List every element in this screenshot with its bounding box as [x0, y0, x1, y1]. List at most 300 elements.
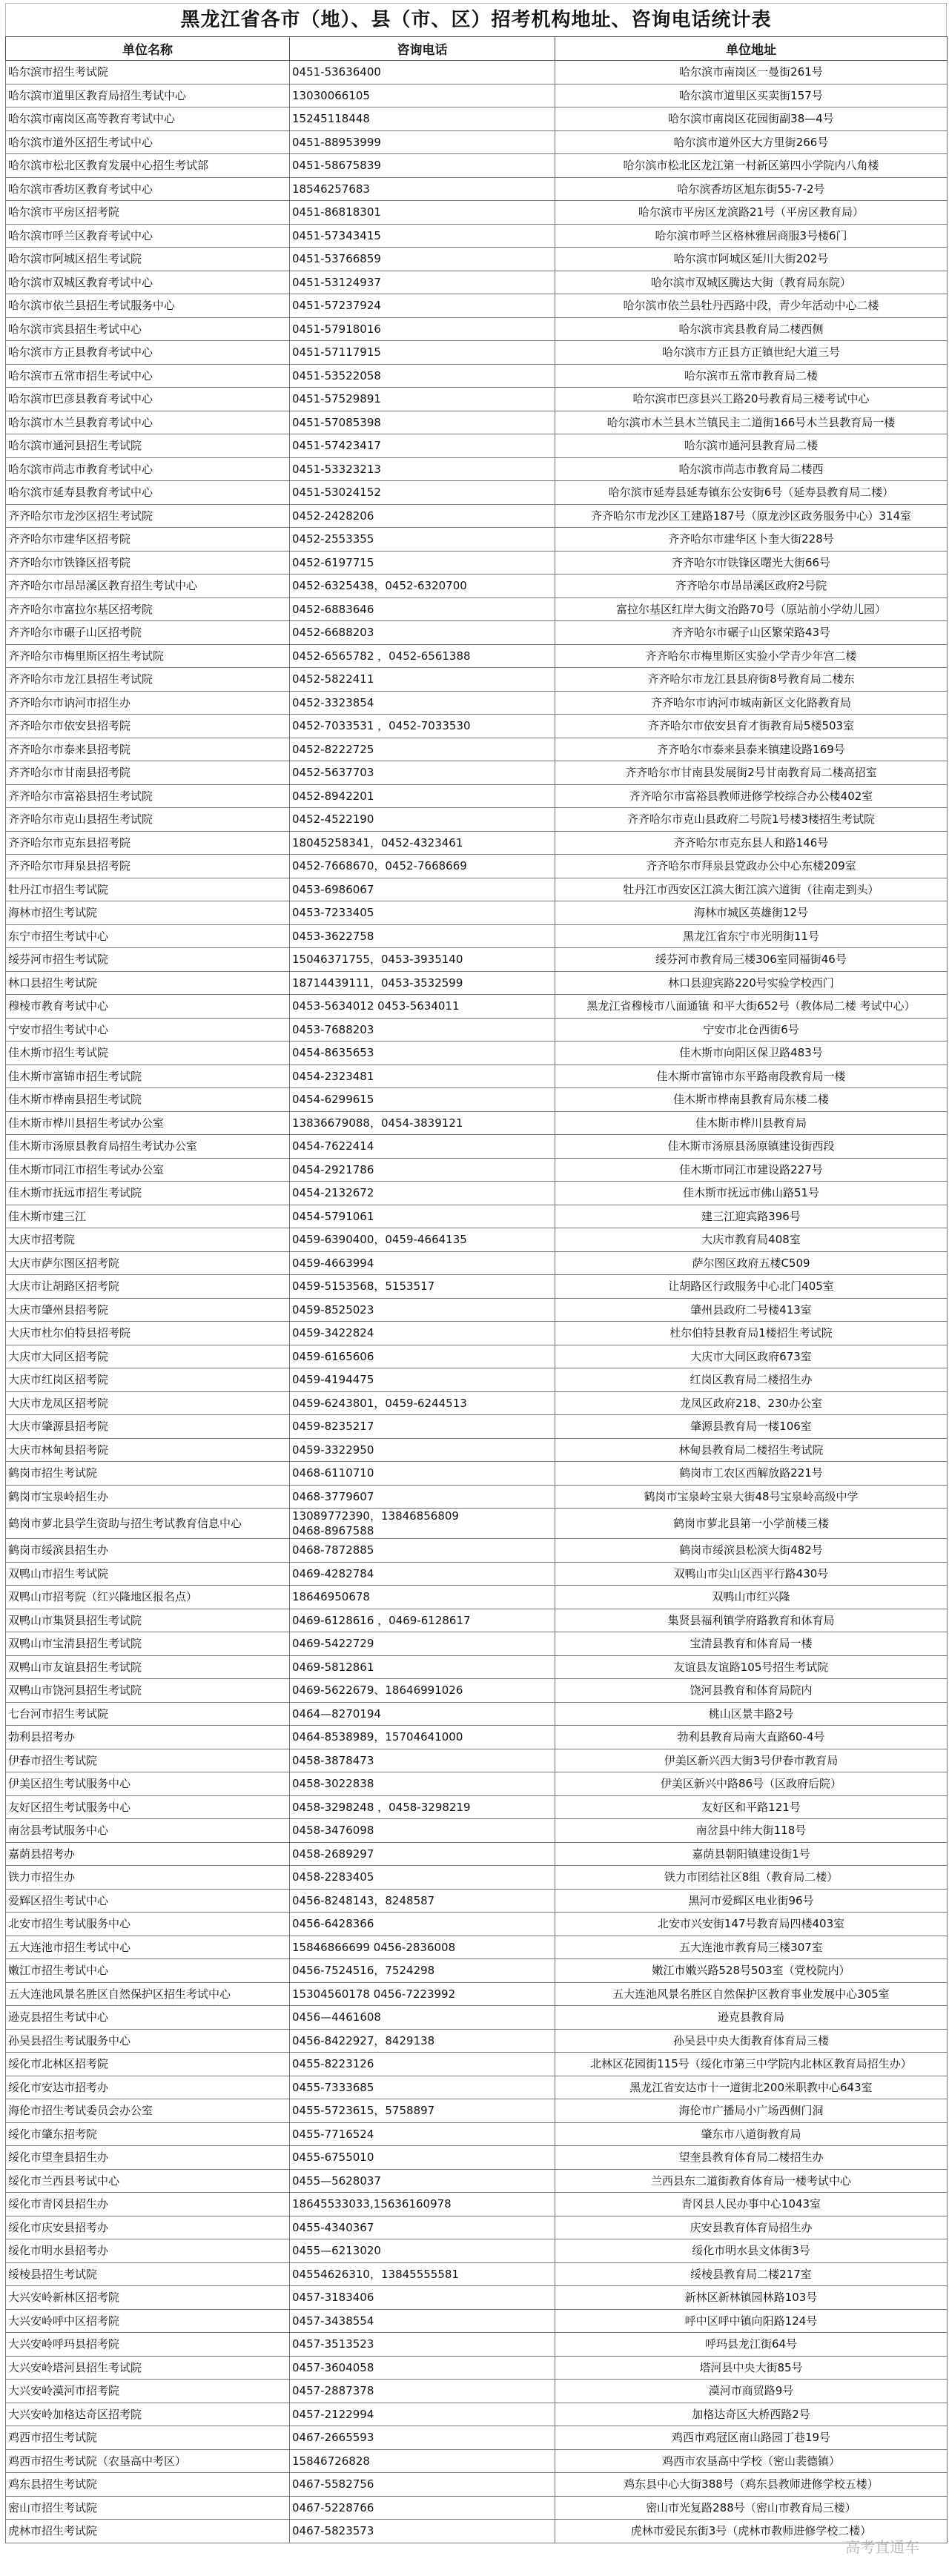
- unit-name-cell: 鸡东县招生考试院: [6, 2473, 290, 2497]
- table-header-row: [6, 37, 948, 61]
- unit-name-cell: 爱辉区招生考试中心: [6, 1889, 290, 1913]
- phone-cell: 15245118448: [290, 107, 555, 131]
- address-cell: 鹤岗市工农区西解放路221号: [555, 1462, 948, 1486]
- address-cell: 佳木斯市桦川县教育局: [555, 1111, 948, 1135]
- address-cell: 龙凤区政府218、230办公室: [555, 1391, 948, 1415]
- address-cell: 宁安市北仓西街6号: [555, 1018, 948, 1042]
- unit-name-cell: 佳木斯市桦南县招生考试院: [6, 1088, 290, 1112]
- table-row: [6, 1391, 948, 1415]
- table-row: [6, 130, 948, 154]
- unit-name-cell: 绥化市北林区招考院: [6, 2053, 290, 2076]
- unit-name-cell: 铁力市招生办: [6, 1866, 290, 1890]
- table-row: [6, 1586, 948, 1609]
- table-row: [6, 878, 948, 901]
- unit-name-cell: 林口县招生考试院: [6, 971, 290, 995]
- phone-cell: 0456-8422927，8429138: [290, 2029, 555, 2053]
- phone-cell: 0459-4663994: [290, 1251, 555, 1275]
- unit-name-cell: 齐齐哈尔市克东县招考院: [6, 831, 290, 855]
- table-row: [6, 784, 948, 808]
- phone-cell: 0451-53124937: [290, 271, 555, 294]
- unit-name-cell: 勃利县招考办: [6, 1726, 290, 1749]
- table-row: [6, 2146, 948, 2170]
- phone-cell: 18546257683: [290, 177, 555, 201]
- address-cell: 佳木斯市汤原县汤原镇建设街西段: [555, 1135, 948, 1159]
- address-cell: 肇东市八道街教育局: [555, 2122, 948, 2146]
- address-cell: 哈尔滨市道外区大方里街266号: [555, 130, 948, 154]
- address-cell: 建三江迎宾路396号: [555, 1205, 948, 1228]
- unit-name-cell: 佳木斯市建三江: [6, 1205, 290, 1228]
- phone-cell: 0453-3622758: [290, 924, 555, 948]
- address-cell: 大庆市教育局408室: [555, 1228, 948, 1252]
- address-cell: 齐齐哈尔市拜泉县党政办公中心东楼209室: [555, 855, 948, 878]
- unit-name-cell: 绥化市望奎县招生办: [6, 2146, 290, 2170]
- address-cell: 齐齐哈尔市龙江县县府街8号教育局二楼东: [555, 668, 948, 692]
- table-row: [6, 2473, 948, 2497]
- address-cell: 集贤县福利镇学府路教育和体育局: [555, 1609, 948, 1632]
- address-cell: 黑河市爱辉区电业街96号: [555, 1889, 948, 1913]
- unit-name-cell: 双鸭山市友谊县招生考试院: [6, 1655, 290, 1679]
- address-cell: 逊克县教育局: [555, 2006, 948, 2030]
- phone-cell: 0456-7524516，7524298: [290, 1959, 555, 1983]
- address-cell: 青冈县人民办事中心1043室: [555, 2193, 948, 2216]
- unit-name-cell: 双鸭山市招考院（红兴隆地区报名点）: [6, 1586, 290, 1609]
- unit-name-cell: 哈尔滨市道里区教育局招生考试中心: [6, 84, 290, 107]
- unit-name-cell: 哈尔滨市南岗区高等教育考试中心: [6, 107, 290, 131]
- unit-name-cell: 海林市招生考试院: [6, 901, 290, 925]
- phone-cell: 0454-2921786: [290, 1158, 555, 1182]
- unit-name-cell: 哈尔滨市平房区招考院: [6, 201, 290, 225]
- phone-cell: 0458-2689297: [290, 1842, 555, 1866]
- table-row: [6, 1913, 948, 1936]
- phone-cell: 0453-5634012 0453-5634011: [290, 995, 555, 1019]
- unit-name-cell: 大兴安岭加格达奇区招考院: [6, 2403, 290, 2426]
- table-row: [6, 924, 948, 948]
- table-row: [6, 995, 948, 1019]
- table-body: [6, 61, 948, 2543]
- table-row: [6, 341, 948, 365]
- unit-name-cell: 哈尔滨市巴彦县教育考试中心: [6, 388, 290, 411]
- address-cell: 黑龙江省穆棱市八面通镇 和平大街652号（教体局二楼 考试中心）: [555, 995, 948, 1019]
- phone-cell: 0452-8942201: [290, 784, 555, 808]
- address-cell: 嫩江市嫩兴路528号503室（党校院内）: [555, 1959, 948, 1983]
- address-cell: 友好区和平路121号: [555, 1795, 948, 1819]
- phone-cell: 0451-57343415: [290, 224, 555, 248]
- phone-cell: 18645533033,15636160978: [290, 2193, 555, 2216]
- phone-cell: 0467-5228766: [290, 2496, 555, 2520]
- unit-name-cell: 哈尔滨市道外区招生考试中心: [6, 130, 290, 154]
- unit-name-cell: 大庆市招考院: [6, 1228, 290, 1252]
- address-cell: 哈尔滨市宾县教育局二楼西侧: [555, 317, 948, 341]
- unit-name-cell: 大庆市红岗区招考院: [6, 1368, 290, 1392]
- phone-cell: 15304560178 0456-7223992: [290, 1982, 555, 2006]
- address-cell: 哈尔滨市巴彦县兴工路20号教育局三楼考试中心: [555, 388, 948, 411]
- phone-cell: 15846866699 0456-2836008: [290, 1936, 555, 1959]
- table-row: [6, 1485, 948, 1509]
- address-cell: 海伦市广播局小广场西侧门洞: [555, 2099, 948, 2123]
- unit-name-cell: 齐齐哈尔市富拉尔基区招考院: [6, 597, 290, 621]
- phone-cell: 0455—6213020: [290, 2239, 555, 2263]
- unit-name-cell: 齐齐哈尔市富裕县招生考试院: [6, 784, 290, 808]
- address-cell: 佳木斯市同江市建设路227号: [555, 1158, 948, 1182]
- unit-name-cell: 哈尔滨市双城区教育考试中心: [6, 271, 290, 294]
- address-cell: 新林区新林镇园林路103号: [555, 2286, 948, 2310]
- table-row: [6, 855, 948, 878]
- unit-name-cell: 齐齐哈尔市梅里斯区招生考试院: [6, 644, 290, 668]
- address-cell: 五大连池风景名胜区自然保护区教育事业发展中心305室: [555, 1982, 948, 2006]
- unit-name-cell: 双鸭山市集贤县招生考试院: [6, 1609, 290, 1632]
- table-row: [6, 1539, 948, 1563]
- address-cell: 齐齐哈尔市龙沙区工建路187号（原龙沙区政务服务中心）314室: [555, 504, 948, 528]
- address-cell: 齐齐哈尔市讷河市城南新区文化路教育局: [555, 691, 948, 715]
- unit-name-cell: 哈尔滨市香坊区教育考试中心: [6, 177, 290, 201]
- table-row: [6, 317, 948, 341]
- table-row: [6, 2169, 948, 2193]
- unit-name-cell: 绥化市青冈县招生办: [6, 2193, 290, 2216]
- phone-cell: 0456-8248143，8248587: [290, 1889, 555, 1913]
- table-row: [6, 621, 948, 645]
- table-row: [6, 2333, 948, 2357]
- address-cell: 齐齐哈尔市铁锋区曙光大街66号: [555, 551, 948, 575]
- address-cell: 哈尔滨市南岗区花园街副38—4号: [555, 107, 948, 131]
- phone-cell: 0454-7622414: [290, 1135, 555, 1159]
- table-row: [6, 2403, 948, 2426]
- table-row: [6, 948, 948, 972]
- phone-cell: 0451-57117915: [290, 341, 555, 365]
- table-row: [6, 2356, 948, 2380]
- unit-name-cell: 友好区招生考试服务中心: [6, 1795, 290, 1819]
- address-cell: 虎林市爱民东街3号（虎林市教师进修学校二楼）: [555, 2520, 948, 2543]
- table-row: [6, 224, 948, 248]
- table-row: [6, 1726, 948, 1749]
- address-cell: 绥芬河市教育局三楼306室同福街46号: [555, 948, 948, 972]
- phone-cell: 0459-5153568，5153517: [290, 1275, 555, 1299]
- table-row: [6, 1749, 948, 1772]
- table-row: [6, 1632, 948, 1656]
- address-cell: 宝清县教育和体育局一楼: [555, 1632, 948, 1656]
- address-cell: 桃山区景丰路2号: [555, 1702, 948, 1726]
- phone-cell: 0458-3022838: [290, 1772, 555, 1796]
- phone-cell: 0452-6565782 ，0452-6561388: [290, 644, 555, 668]
- unit-name-cell: 大庆市肇源县招考院: [6, 1415, 290, 1439]
- address-cell: 哈尔滨香坊区旭东街55-7-2号: [555, 177, 948, 201]
- table-row: [6, 1088, 948, 1112]
- table-row: [6, 2122, 948, 2146]
- table-row: [6, 831, 948, 855]
- table-row: [6, 971, 948, 995]
- unit-name-cell: 大兴安岭塔河县招生考试院: [6, 2356, 290, 2380]
- unit-name-cell: 齐齐哈尔市泰来县招考院: [6, 738, 290, 761]
- unit-name-cell: 大兴安岭新林区招考院: [6, 2286, 290, 2310]
- table-row: [6, 528, 948, 552]
- phone-cell: 0459-4194475: [290, 1368, 555, 1392]
- address-cell: 哈尔滨市呼兰区格林雅居商服3号楼6门: [555, 224, 948, 248]
- phone-cell: 0451-57529891: [290, 388, 555, 411]
- phone-cell: 0468-7872885: [290, 1539, 555, 1563]
- address-cell: 红岗区教育局二楼招生办: [555, 1368, 948, 1392]
- address-cell: 林甸县教育局二楼招生考试院: [555, 1438, 948, 1462]
- phone-cell: 0459-3322950: [290, 1438, 555, 1462]
- table-row: [6, 1679, 948, 1703]
- table-row: [6, 1866, 948, 1890]
- table-row: [6, 1415, 948, 1439]
- phone-cell: 0455-6755010: [290, 2146, 555, 2170]
- table-row: [6, 1982, 948, 2006]
- phone-cell: 0457-2887378: [290, 2380, 555, 2403]
- address-cell: 铁力市团结社区8组（教育局二楼）: [555, 1866, 948, 1890]
- unit-name-cell: 哈尔滨市五常市招生考试中心: [6, 364, 290, 388]
- table-row: [6, 2309, 948, 2333]
- address-cell: 绥棱县教育局二楼217室: [555, 2262, 948, 2286]
- contact-table-sheet: [5, 3, 947, 2543]
- column-header-phone: 咨询电话: [290, 37, 555, 61]
- phone-cell: 0458-3298248 ，0458-3298219: [290, 1795, 555, 1819]
- unit-name-cell: 大庆市大同区招考院: [6, 1345, 290, 1368]
- unit-name-cell: 牡丹江市招生考试院: [6, 878, 290, 901]
- phone-cell: 0451-57237924: [290, 294, 555, 318]
- address-cell: 哈尔滨市阿城区延川大街202号: [555, 248, 948, 271]
- phone-cell: 13836679088，0454-3839121: [290, 1111, 555, 1135]
- table-row: [6, 1322, 948, 1345]
- phone-cell: 0469-6128616 ，0469-6128617: [290, 1609, 555, 1632]
- phone-cell: 0452-7668670，0452-7668669: [290, 855, 555, 878]
- table-row: [6, 1064, 948, 1088]
- table-row: [6, 2076, 948, 2099]
- table-row: [6, 481, 948, 505]
- table-row: [6, 2426, 948, 2450]
- table-row: [6, 388, 948, 411]
- unit-name-cell: 七台河市招生考试院: [6, 1702, 290, 1726]
- phone-cell: 0455—5628037: [290, 2169, 555, 2193]
- phone-cell: 0467-5582756: [290, 2473, 555, 2497]
- address-cell: 双鸭山市尖山区西平行路430号: [555, 1562, 948, 1586]
- unit-name-cell: 鸡西市招生考试院: [6, 2426, 290, 2450]
- address-cell: 鸡西市鸡冠区南山路园丁巷19号: [555, 2426, 948, 2450]
- address-cell: 密山市光复路288号（密山市教育局三楼）: [555, 2496, 948, 2520]
- unit-name-cell: 齐齐哈尔市甘南县招考院: [6, 761, 290, 785]
- address-cell: 佳木斯市富锦市东平路南段教育局一楼: [555, 1064, 948, 1088]
- unit-name-cell: 双鸭山市招生考试院: [6, 1562, 290, 1586]
- unit-name-cell: 哈尔滨市延寿县教育考试中心: [6, 481, 290, 505]
- unit-name-cell: 佳木斯市汤原县教育局招生考试办公室: [6, 1135, 290, 1159]
- phone-cell: 0464-8538989，15704641000: [290, 1726, 555, 1749]
- phone-cell: 0464—8270194: [290, 1702, 555, 1726]
- phone-cell: 0455-7333685: [290, 2076, 555, 2099]
- unit-name-cell: 佳木斯市抚远市招生考试院: [6, 1182, 290, 1205]
- unit-name-cell: 绥化市肇东招考院: [6, 2122, 290, 2146]
- unit-name-cell: 鹤岗市宝泉岭招生办: [6, 1485, 290, 1509]
- address-cell: 漠河市商贸路9号: [555, 2380, 948, 2403]
- unit-name-cell: 大庆市让胡路区招考院: [6, 1275, 290, 1299]
- unit-name-cell: 齐齐哈尔市昂昂溪区教育招生考试中心: [6, 575, 290, 598]
- address-cell: 林口县迎宾路220号实验学校西门: [555, 971, 948, 995]
- unit-name-cell: 齐齐哈尔市拜泉县招考院: [6, 855, 290, 878]
- unit-name-cell: 绥棱县招生考试院: [6, 2262, 290, 2286]
- phone-cell: 0453-7233405: [290, 901, 555, 925]
- table-row: [6, 1609, 948, 1632]
- address-cell: 让胡路区行政服务中心北门405室: [555, 1275, 948, 1299]
- table-row: [6, 1345, 948, 1368]
- table-row: [6, 2239, 948, 2263]
- address-cell: 伊美区新兴西大街3号伊春市教育局: [555, 1749, 948, 1772]
- phone-cell: 0469-5622679、18646991026: [290, 1679, 555, 1703]
- address-cell: 鹤岗市萝北县第一小学前楼三楼: [555, 1509, 948, 1539]
- table-row: [6, 411, 948, 434]
- table-row: [6, 1135, 948, 1159]
- address-cell: 哈尔滨市松北区龙江第一村新区第四小学院内八角楼: [555, 154, 948, 178]
- unit-name-cell: 东宁市招生考试中心: [6, 924, 290, 948]
- table-row: [6, 1182, 948, 1205]
- unit-name-cell: 大庆市杜尔伯特县招考院: [6, 1322, 290, 1345]
- phone-cell: 0451-57423417: [290, 434, 555, 458]
- table-row: [6, 551, 948, 575]
- phone-cell: 18045258341，0452-4323461: [290, 831, 555, 855]
- unit-name-cell: 鹤岗市招生考试院: [6, 1462, 290, 1486]
- unit-name-cell: 穆棱市教育考试中心: [6, 995, 290, 1019]
- address-cell: 望奎县教育体育局二楼招生办: [555, 2146, 948, 2170]
- unit-name-cell: 绥化市兰西县考试中心: [6, 2169, 290, 2193]
- phone-cell: 0459-6165606: [290, 1345, 555, 1368]
- unit-name-cell: 南岔县考试服务中心: [6, 1819, 290, 1843]
- address-cell: 齐齐哈尔市富裕县教师进修学校综合办公楼402室: [555, 784, 948, 808]
- table-row: [6, 271, 948, 294]
- address-cell: 齐齐哈尔市梅里斯区实验小学青少年宫二楼: [555, 644, 948, 668]
- table-row: [6, 2286, 948, 2310]
- unit-name-cell: 虎林市招生考试院: [6, 2520, 290, 2543]
- phone-cell: 0451-53522058: [290, 364, 555, 388]
- phone-cell: 0468-3779607: [290, 1485, 555, 1509]
- unit-name-cell: 伊春市招生考试院: [6, 1749, 290, 1772]
- table-row: [6, 2449, 948, 2473]
- address-cell: 齐齐哈尔市克山县政府二号院1号楼3楼招生考试院: [555, 808, 948, 832]
- address-cell: 黑龙江省安达市十一道街北200米职教中心643室: [555, 2076, 948, 2099]
- unit-name-cell: 绥化市安达市招考办: [6, 2076, 290, 2099]
- table-row: [6, 1275, 948, 1299]
- table-row: [6, 1018, 948, 1042]
- table-row: [6, 1509, 948, 1539]
- unit-name-cell: 孙吴县招生考试服务中心: [6, 2029, 290, 2053]
- column-header-address: 单位地址: [555, 37, 948, 61]
- address-cell: 哈尔滨市通河县教育局二楼: [555, 434, 948, 458]
- address-cell: 哈尔滨市木兰县木兰镇民主二道街166号木兰县教育局一楼: [555, 411, 948, 434]
- phone-cell: 04554626310，13845555581: [290, 2262, 555, 2286]
- table-row: [6, 294, 948, 318]
- table-row: [6, 177, 948, 201]
- unit-name-cell: 哈尔滨市呼兰区教育考试中心: [6, 224, 290, 248]
- unit-name-cell: 齐齐哈尔市龙江县招生考试院: [6, 668, 290, 692]
- phone-cell: 0457-3604058: [290, 2356, 555, 2380]
- address-cell: 伊美区新兴中路86号（区政府后院）: [555, 1772, 948, 1796]
- address-cell: 鸡西市农垦高中学校（密山裴德镇）: [555, 2449, 948, 2473]
- unit-name-cell: 嫩江市招生考试中心: [6, 1959, 290, 1983]
- phone-cell: 0451-57918016: [290, 317, 555, 341]
- table-row: [6, 1298, 948, 1322]
- table-row: [6, 1702, 948, 1726]
- table-row: [6, 2099, 948, 2123]
- phone-cell: 0459-6243801，0459-6244513: [290, 1391, 555, 1415]
- unit-name-cell: 绥化市庆安县招考办: [6, 2216, 290, 2239]
- table-row: [6, 2053, 948, 2076]
- phone-cell: 13030066105: [290, 84, 555, 107]
- phone-cell: 0456-6428366: [290, 1913, 555, 1936]
- table-row: [6, 644, 948, 668]
- table-row: [6, 1205, 948, 1228]
- table-row: [6, 201, 948, 225]
- address-cell: 双鸭山市红兴隆: [555, 1586, 948, 1609]
- unit-name-cell: 佳木斯市桦川县招生考试办公室: [6, 1111, 290, 1135]
- phone-cell: 0469-4282784: [290, 1562, 555, 1586]
- table-row: [6, 2216, 948, 2239]
- phone-cell: 0451-53024152: [290, 481, 555, 505]
- unit-name-cell: 哈尔滨市通河县招生考试院: [6, 434, 290, 458]
- address-cell: 北安市兴安街147号教育局四楼403室: [555, 1913, 948, 1936]
- phone-cell: 0451-86818301: [290, 201, 555, 225]
- table-row: [6, 1959, 948, 1983]
- table-row: [6, 248, 948, 271]
- table-row: [6, 61, 948, 85]
- contact-table: [5, 36, 948, 2543]
- address-cell: 哈尔滨市道里区买卖街157号: [555, 84, 948, 107]
- address-cell: 五大连池市教育局三楼307室: [555, 1936, 948, 1959]
- unit-name-cell: 逊克县招生考试中心: [6, 2006, 290, 2030]
- table-row: [6, 1819, 948, 1843]
- unit-name-cell: 绥化市明水县招考办: [6, 2239, 290, 2263]
- unit-name-cell: 大兴安岭呼中区招考院: [6, 2309, 290, 2333]
- phone-cell: 0452-4522190: [290, 808, 555, 832]
- unit-name-cell: 双鸭山市宝清县招生考试院: [6, 1632, 290, 1656]
- phone-cell: 0456—4461608: [290, 2006, 555, 2030]
- table-row: [6, 434, 948, 458]
- address-cell: 哈尔滨市双城区腾达大街（教育局东院）: [555, 271, 948, 294]
- unit-name-cell: 绥芬河市招生考试院: [6, 948, 290, 972]
- phone-cell: 0469-5422729: [290, 1632, 555, 1656]
- unit-name-cell: 宁安市招生考试中心: [6, 1018, 290, 1042]
- unit-name-cell: 齐齐哈尔市龙沙区招生考试院: [6, 504, 290, 528]
- table-row: [6, 364, 948, 388]
- table-row: [6, 504, 948, 528]
- address-cell: 加格达奇区大桥西路2号: [555, 2403, 948, 2426]
- unit-name-cell: 鸡西市招生考试院（农垦高中考区）: [6, 2449, 290, 2473]
- address-cell: 呼中区呼中镇向阳路124号: [555, 2309, 948, 2333]
- table-row: [6, 738, 948, 761]
- address-cell: 肇源县教育局一楼106室: [555, 1415, 948, 1439]
- address-cell: 肇州县政府二号楼413室: [555, 1298, 948, 1322]
- phone-cell: 0458-3878473: [290, 1749, 555, 1772]
- unit-name-cell: 齐齐哈尔市克山县招生考试院: [6, 808, 290, 832]
- unit-name-cell: 大兴安岭呼玛县招考院: [6, 2333, 290, 2357]
- table-row: [6, 597, 948, 621]
- watermark: 高考直通车: [845, 2538, 919, 2556]
- phone-cell: 0453-7688203: [290, 1018, 555, 1042]
- table-row: [6, 1111, 948, 1135]
- unit-name-cell: 大庆市林甸县招考院: [6, 1438, 290, 1462]
- phone-cell: 0451-53636400: [290, 61, 555, 85]
- unit-name-cell: 北安市招生考试服务中心: [6, 1913, 290, 1936]
- table-row: [6, 1842, 948, 1866]
- phone-cell: 0457-3438554: [290, 2309, 555, 2333]
- unit-name-cell: 鹤岗市萝北县学生资助与招生考试教育信息中心: [6, 1509, 290, 1539]
- address-cell: 庆安县教育体育局招生办: [555, 2216, 948, 2239]
- phone-cell: 0458-2283405: [290, 1866, 555, 1890]
- phone-cell: 0459-3422824: [290, 1322, 555, 1345]
- address-cell: 佳木斯市桦南县教育局东楼二楼: [555, 1088, 948, 1112]
- address-cell: 哈尔滨市南岗区一曼街261号: [555, 61, 948, 85]
- unit-name-cell: 五大连池市招生考试中心: [6, 1936, 290, 1959]
- phone-cell: 0455-7716524: [290, 2122, 555, 2146]
- phone-cell: 0454-6299615: [290, 1088, 555, 1112]
- unit-name-cell: 佳木斯市同江市招生考试办公室: [6, 1158, 290, 1182]
- table-row: [6, 1889, 948, 1913]
- table-row: [6, 1228, 948, 1252]
